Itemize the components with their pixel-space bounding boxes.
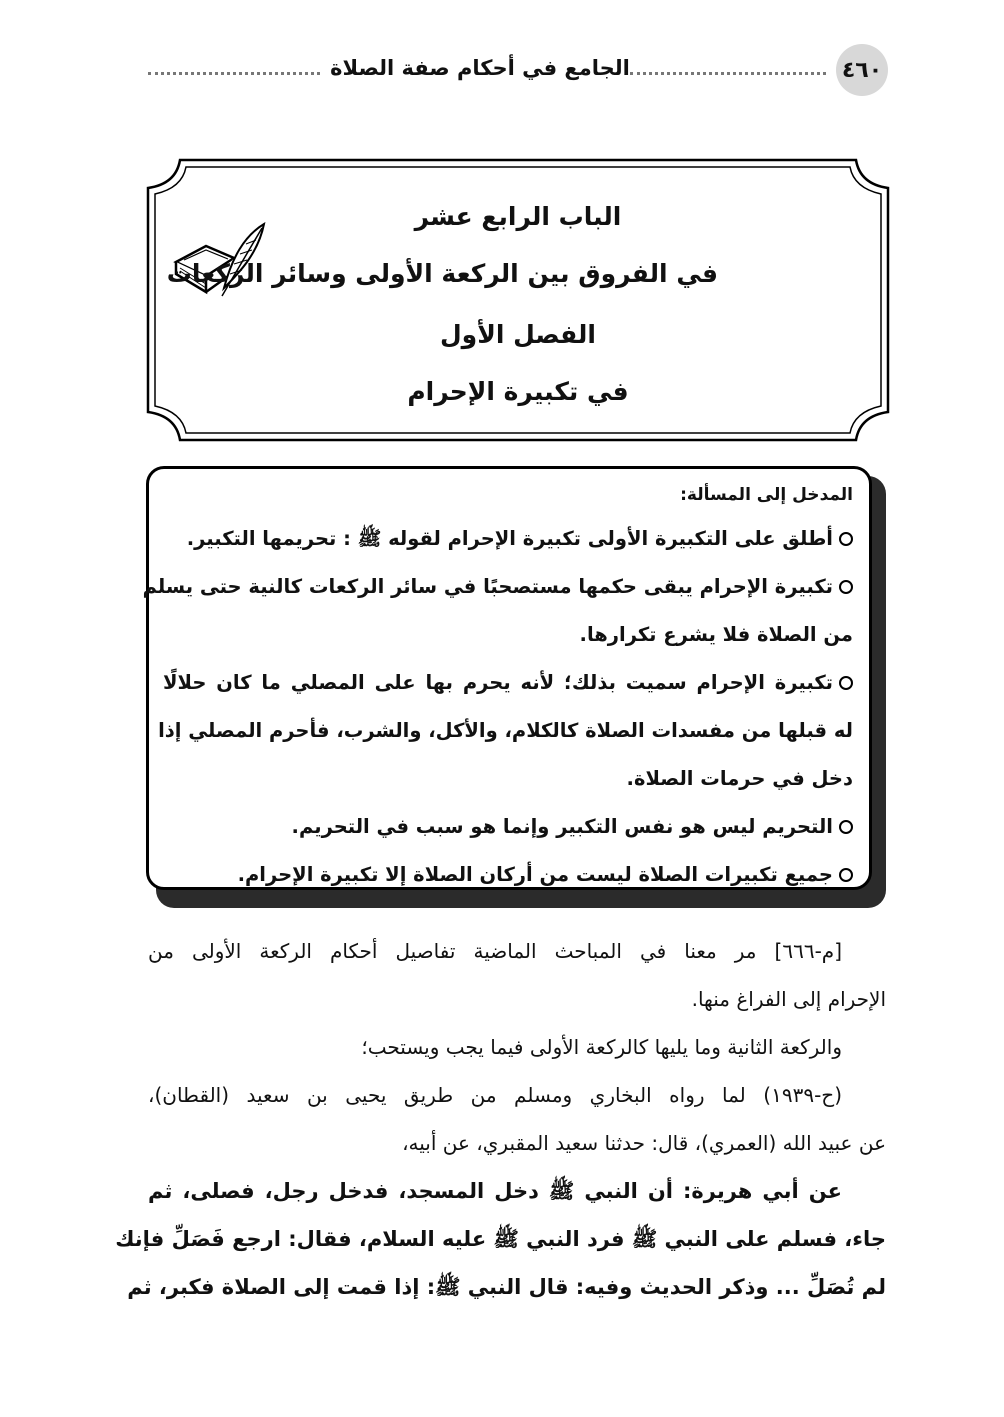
body-paragraph-line: والركعة الثانية وما يليها كالركعة الأولى فيما يجب ويستحب؛ [361, 1035, 842, 1059]
header-dotted-rule-right [630, 72, 826, 75]
summary-point: أطلق على التكبيرة الأولى تكبيرة الإحرام لقوله ﷺ : تحريمها التكبير. [163, 515, 853, 563]
hadith-chain-line: عن عبيد الله (العمري)، قال: حدثنا سعيد المقبري، عن أبيه، [402, 1131, 886, 1155]
running-title: الجامع في أحكام صفة الصلاة [330, 56, 630, 80]
summary-heading: المدخل إلى المسألة: [680, 485, 853, 505]
header-dotted-rule-left [148, 72, 320, 75]
summary-point-continuation: من الصلاة فلا يشرع تكرارها. [579, 623, 853, 646]
hadith-text-line: عن أبي هريرة: أن النبي ﷺ دخل المسجد، فدخل رجل، فصلى، ثم [148, 1179, 842, 1203]
summary-point-continuation: له قبلها من مفسدات الصلاة كالكلام، والأكل، والشرب، فأحرم المصلي إذا [158, 719, 853, 742]
summary-point: تكبيرة الإحرام يبقى حكمها مستصحبًا في سائر الركعات كالنية حتى يسلم [163, 563, 853, 611]
summary-point: التحريم ليس هو نفس التكبير وإنما هو سبب في التحريم. [163, 803, 853, 851]
circle-bullet-icon [839, 820, 853, 834]
hadith-text-line: لم تُصَلِّ ... وذكر الحديث وفيه: قال النبي ﷺ: إذا قمت إلى الصلاة فكبر، ثم [127, 1275, 886, 1299]
summary-point: تكبيرة الإحرام سميت بذلك؛ لأنه يحرم بها على المصلي ما كان حلالًا [163, 659, 853, 707]
section-heading: الفصل الأول [439, 320, 597, 349]
hadith-reference-line: (ح-١٩٣٩) لما رواه البخاري ومسلم من طريق يحيى بن سعيد (القطان)، [148, 1083, 842, 1107]
circle-bullet-icon [839, 580, 853, 594]
page-number: ٤٦٠ [836, 44, 888, 96]
chapter-heading: الباب الرابع عشر [414, 202, 622, 231]
circle-bullet-icon [839, 532, 853, 546]
summary-point: جميع تكبيرات الصلاة ليست من أركان الصلاة إلا تكبيرة الإحرام. [163, 851, 853, 899]
summary-point-continuation: دخل في حرمات الصلاة. [626, 767, 853, 790]
summary-box [142, 466, 872, 890]
chapter-topic: في الفروق بين الركعة الأولى وسائر الركعات [166, 259, 718, 288]
section-topic: في تكبيرة الإحرام [407, 377, 629, 406]
circle-bullet-icon [839, 676, 853, 690]
hadith-text-line: جاء، فسلم على النبي ﷺ فرد النبي ﷺ عليه السلام، فقال: ارجع فَصَلِّ فإنك [115, 1227, 886, 1251]
body-paragraph-line: [م-٦٦٦] مر معنا في المباحث الماضية تفاصيل أحكام الركعة الأولى من [148, 939, 842, 963]
body-paragraph-line: الإحرام إلى الفراغ منها. [691, 987, 886, 1011]
circle-bullet-icon [839, 868, 853, 882]
